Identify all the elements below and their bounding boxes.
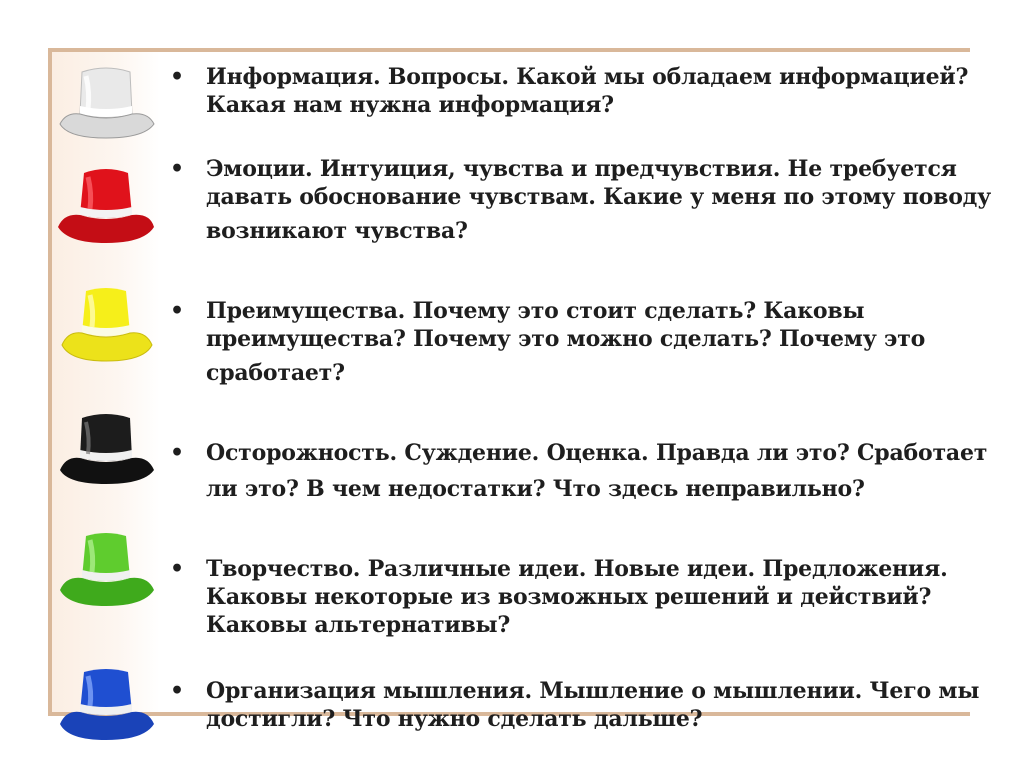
frame-top-border <box>48 48 970 52</box>
item-line: Какая нам нужна информация? <box>206 92 614 118</box>
item-line: Каковы некоторые из возможных решений и действий? <box>206 584 932 610</box>
blue-hat-icon <box>56 666 156 746</box>
item-line: сработает? <box>206 360 345 386</box>
item-line: Информация. Вопросы. Какой мы обладаем информацией? <box>206 64 969 90</box>
item-line: Осторожность. Суждение. Оценка. Правда ли это? Сработает <box>206 440 988 466</box>
list-item-blue <box>170 678 980 738</box>
item-line: преимущества? Почему это можно сделать? Почему это <box>206 326 926 352</box>
bullet: • <box>170 556 184 582</box>
list-item-green <box>170 556 960 646</box>
bullet: • <box>170 298 184 324</box>
bullet: • <box>170 64 184 90</box>
green-hat-icon <box>56 530 156 610</box>
item-line: Творчество. Различные идеи. Новые идеи. Предложения. <box>206 556 948 582</box>
item-line: ли это? В чем недостатки? Что здесь неправильно? <box>206 476 865 502</box>
hat-sidebar <box>52 52 160 712</box>
bullet: • <box>170 156 184 182</box>
item-line: Эмоции. Интуиция, чувства и предчувствия. Не требуется <box>206 156 957 182</box>
bullet: • <box>170 440 184 466</box>
item-line: Каковы альтернативы? <box>206 612 511 638</box>
yellow-hat-icon <box>56 285 156 365</box>
black-hat-icon <box>56 408 156 488</box>
list-item-white <box>170 64 969 124</box>
item-line: Преимущества. Почему это стоит сделать? Каковы <box>206 298 865 324</box>
bullet: • <box>170 678 184 704</box>
item-line: возникают чувства? <box>206 218 468 244</box>
red-hat-icon <box>56 165 156 245</box>
item-line: Организация мышления. Мышление о мышлении. Чего мы <box>206 678 980 704</box>
item-line: давать обоснование чувствам. Какие у меня по этому поводу <box>206 184 992 210</box>
list-item-black <box>170 440 988 510</box>
white-hat-icon <box>56 62 156 142</box>
item-line: достигли? Что нужно сделать дальше? <box>206 706 703 732</box>
list-item-yellow <box>170 298 960 398</box>
list-item-red <box>170 156 992 256</box>
